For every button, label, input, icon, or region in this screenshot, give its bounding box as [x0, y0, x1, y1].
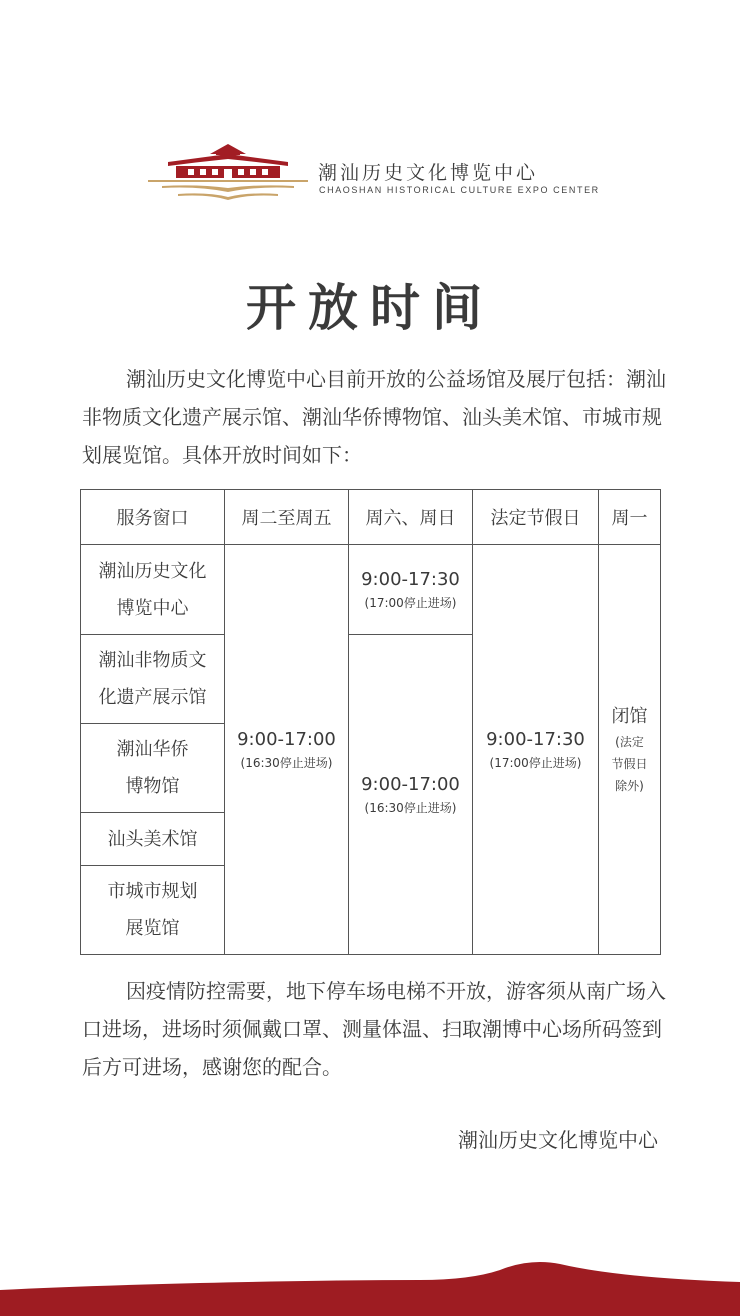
footer-wave-decoration — [0, 1256, 740, 1316]
table-row — [81, 545, 661, 635]
page-title: 开放时间 — [246, 278, 494, 337]
weekend-rest-time: 9:00-17:00 — [361, 773, 460, 795]
weekend-first-time: 9:00-17:30 — [361, 568, 460, 590]
holiday-time: 9:00-17:30 — [486, 728, 585, 750]
header-weekend: 周六、周日 — [349, 490, 473, 545]
tue-fri-hours-cell — [225, 545, 349, 955]
monday-note-line: 除外) — [615, 778, 644, 793]
signature: 潮汕历史文化博览中心 — [458, 1128, 658, 1152]
venue-line: 展览馆 — [125, 918, 180, 939]
venue-line: 潮汕历史文化 — [98, 560, 207, 582]
museum-roof-logo-icon — [148, 140, 308, 210]
venue-line: 潮汕非物质文 — [98, 650, 207, 671]
venue-cell — [81, 813, 225, 866]
monday-status: 闭馆 — [611, 705, 648, 727]
weekend-hours-cell-first — [349, 545, 473, 635]
holiday-note: (17:00停止进场) — [489, 755, 582, 770]
venue-cell — [81, 866, 225, 955]
logo-name-chinese: 潮汕历史文化博览中心 — [318, 162, 539, 184]
header-service-window: 服务窗口 — [81, 490, 225, 545]
holiday-hours-cell — [473, 545, 599, 955]
weekend-rest-note: (16:30停止进场) — [364, 800, 457, 815]
monday-cell — [599, 545, 661, 955]
venue-line: 博览中心 — [116, 597, 189, 619]
venue-cell — [81, 545, 225, 635]
venue-line: 潮汕华侨 — [116, 739, 189, 760]
opening-hours-table — [80, 489, 661, 955]
weekend-first-note: (17:00停止进场) — [364, 595, 457, 610]
weekend-hours-cell-rest — [349, 635, 473, 955]
tue-fri-note: (16:30停止进场) — [240, 755, 333, 770]
header-monday: 周一 — [599, 490, 661, 545]
monday-note-line: 节假日 — [611, 756, 648, 771]
intro-paragraph: 潮汕历史文化博览中心目前开放的公益场馆及展厅包括：潮汕非物质文化遗产展示馆、潮汕华侨博物馆、汕头美术馆、市城市规划展览馆。具体开放时间如下： — [82, 367, 666, 467]
tue-fri-time: 9:00-17:00 — [237, 728, 336, 750]
header-holiday: 法定节假日 — [473, 490, 599, 545]
venue-line: 汕头美术馆 — [107, 828, 198, 850]
venue-line: 博物馆 — [125, 776, 180, 797]
table-header-row — [81, 490, 661, 545]
notice-paragraph: 因疫情防控需要，地下停车场电梯不开放，游客须从南广场入口进场，进场时须佩戴口罩、测量体温、扫取潮博中心场所码签到后方可进场，感谢您的配合。 — [82, 979, 666, 1079]
header-tue-fri: 周二至周五 — [225, 490, 349, 545]
logo-name-english: CHAOSHAN HISTORICAL CULTURE EXPO CENTER — [319, 185, 600, 195]
header-logo — [148, 140, 600, 210]
venue-cell — [81, 724, 225, 813]
venue-cell — [81, 635, 225, 724]
venue-line: 化遗产展示馆 — [98, 687, 207, 708]
venue-line: 市城市规划 — [107, 881, 198, 902]
monday-note-line: (法定 — [615, 734, 644, 749]
